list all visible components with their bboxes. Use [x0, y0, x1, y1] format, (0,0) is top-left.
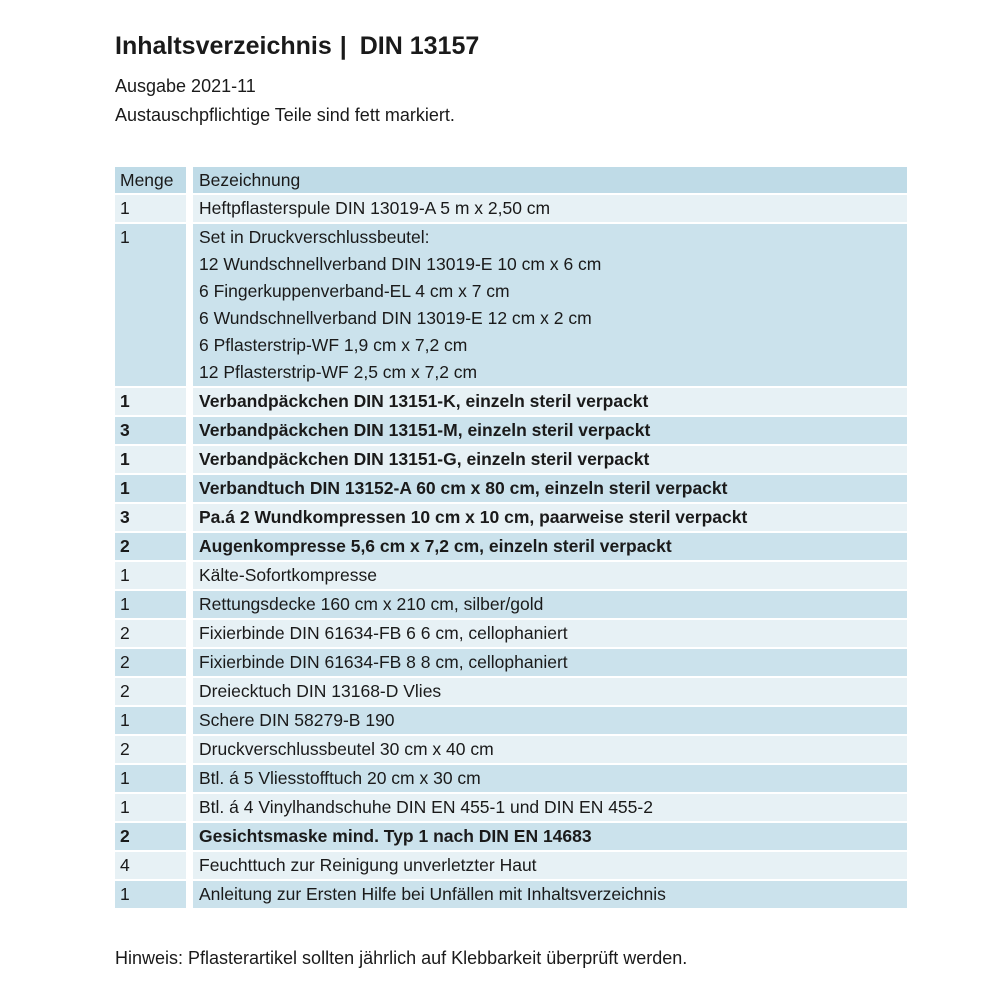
quantity-cell: 2 [115, 736, 186, 763]
title-separator: | [339, 32, 347, 60]
description-line: 12 Wundschnellverband DIN 13019-E 10 cm x 6 cm [199, 254, 602, 274]
contents-table [115, 167, 907, 908]
quantity-cell: 1 [115, 794, 186, 821]
table-row [115, 533, 907, 560]
description-line: Verbandpäckchen DIN 13151-G, einzeln steril verpackt [199, 449, 650, 469]
table-row [115, 736, 907, 763]
description-cell [193, 794, 907, 821]
description-cell [193, 446, 907, 473]
description-line: Schere DIN 58279-B 190 [199, 710, 395, 730]
description-line: Gesichtsmaske mind. Typ 1 nach DIN EN 14683 [199, 826, 592, 846]
quantity-cell: 1 [115, 224, 186, 386]
table-row [115, 765, 907, 792]
table-row [115, 881, 907, 908]
description-cell [193, 620, 907, 647]
table-row [115, 591, 907, 618]
quantity-cell: 1 [115, 881, 186, 908]
table-row [115, 620, 907, 647]
quantity-cell: 2 [115, 620, 186, 647]
table-row [115, 224, 907, 386]
quantity-cell: 1 [115, 562, 186, 589]
quantity-cell: 2 [115, 678, 186, 705]
description-cell [193, 562, 907, 589]
description-cell [193, 881, 907, 908]
page-title-right: DIN 13157 [359, 32, 480, 60]
description-line: Fixierbinde DIN 61634-FB 8 8 cm, cellophaniert [199, 652, 568, 672]
description-line: Pa.á 2 Wundkompressen 10 cm x 10 cm, paarweise steril verpackt [199, 507, 748, 527]
table-row [115, 649, 907, 676]
description-cell [193, 649, 907, 676]
bold-marking-note: Austauschpflichtige Teile sind fett markiert. [115, 105, 455, 125]
description-line: Btl. á 4 Vinylhandschuhe DIN EN 455-1 und DIN EN 455-2 [199, 797, 653, 817]
quantity-cell: 3 [115, 504, 186, 531]
quantity-cell: 1 [115, 765, 186, 792]
quantity-cell: 1 [115, 388, 186, 415]
description-cell [193, 591, 907, 618]
description-line: Verbandpäckchen DIN 13151-K, einzeln steril verpackt [199, 391, 649, 411]
description-line: Feuchttuch zur Reinigung unverletzter Haut [199, 855, 537, 875]
column-header-description: Bezeichnung [193, 167, 907, 193]
quantity-cell: 1 [115, 195, 186, 222]
table-row [115, 678, 907, 705]
description-cell [193, 852, 907, 879]
table-row [115, 446, 907, 473]
table-row [115, 852, 907, 879]
description-cell [193, 707, 907, 734]
description-cell [193, 388, 907, 415]
description-cell [193, 504, 907, 531]
description-line: 12 Pflasterstrip-WF 2,5 cm x 7,2 cm [199, 362, 478, 382]
description-cell [193, 195, 907, 222]
quantity-cell: 1 [115, 475, 186, 502]
description-line: Dreiecktuch DIN 13168-D Vlies [199, 681, 442, 701]
description-cell [193, 417, 907, 444]
quantity-cell: 1 [115, 446, 186, 473]
quantity-cell: 2 [115, 823, 186, 850]
page-title [115, 30, 1000, 63]
description-line: 6 Wundschnellverband DIN 13019-E 12 cm x 2 cm [199, 308, 592, 328]
table-row [115, 195, 907, 222]
table-row [115, 417, 907, 444]
quantity-cell: 1 [115, 707, 186, 734]
description-line: Augenkompresse 5,6 cm x 7,2 cm, einzeln steril verpackt [199, 536, 672, 556]
description-cell [193, 533, 907, 560]
description-line: Druckverschlussbeutel 30 cm x 40 cm [199, 739, 494, 759]
table-row [115, 388, 907, 415]
description-cell [193, 736, 907, 763]
description-line: Verbandpäckchen DIN 13151-M, einzeln steril verpackt [199, 420, 651, 440]
description-line: Verbandtuch DIN 13152-A 60 cm x 80 cm, einzeln steril verpackt [199, 478, 728, 498]
description-line: Set in Druckverschlussbeutel: [199, 227, 430, 247]
description-line: Heftpflasterspule DIN 13019-A 5 m x 2,50 cm [199, 198, 551, 218]
quantity-cell: 1 [115, 591, 186, 618]
table-header-row [115, 167, 907, 193]
description-line: Anleitung zur Ersten Hilfe bei Unfällen mit Inhaltsverzeichnis [199, 884, 666, 904]
table-row [115, 823, 907, 850]
edition-line: Ausgabe 2021-11 [115, 76, 256, 96]
description-cell [193, 765, 907, 792]
quantity-cell: 4 [115, 852, 186, 879]
column-header-quantity: Menge [115, 167, 186, 193]
subtitle-block [115, 72, 1000, 130]
table-row [115, 475, 907, 502]
table-row [115, 794, 907, 821]
description-cell [193, 224, 907, 386]
description-line: 6 Pflasterstrip-WF 1,9 cm x 7,2 cm [199, 335, 468, 355]
hint-note: Hinweis: Pflasterartikel sollten jährlich auf Klebbarkeit überprüft werden. [115, 948, 688, 968]
quantity-cell: 2 [115, 533, 186, 560]
quantity-cell: 2 [115, 649, 186, 676]
quantity-cell: 3 [115, 417, 186, 444]
page-title-left: Inhaltsverzeichnis [115, 32, 332, 60]
description-line: Rettungsdecke 160 cm x 210 cm, silber/gold [199, 594, 544, 614]
table-row [115, 562, 907, 589]
description-line: Fixierbinde DIN 61634-FB 6 6 cm, cellophaniert [199, 623, 568, 643]
description-cell [193, 475, 907, 502]
description-line: Kälte-Sofortkompresse [199, 565, 377, 585]
table-row [115, 504, 907, 531]
table-row [115, 707, 907, 734]
description-line: 6 Fingerkuppenverband-EL 4 cm x 7 cm [199, 281, 510, 301]
description-cell [193, 823, 907, 850]
description-line: Btl. á 5 Vliesstofftuch 20 cm x 30 cm [199, 768, 481, 788]
description-cell [193, 678, 907, 705]
